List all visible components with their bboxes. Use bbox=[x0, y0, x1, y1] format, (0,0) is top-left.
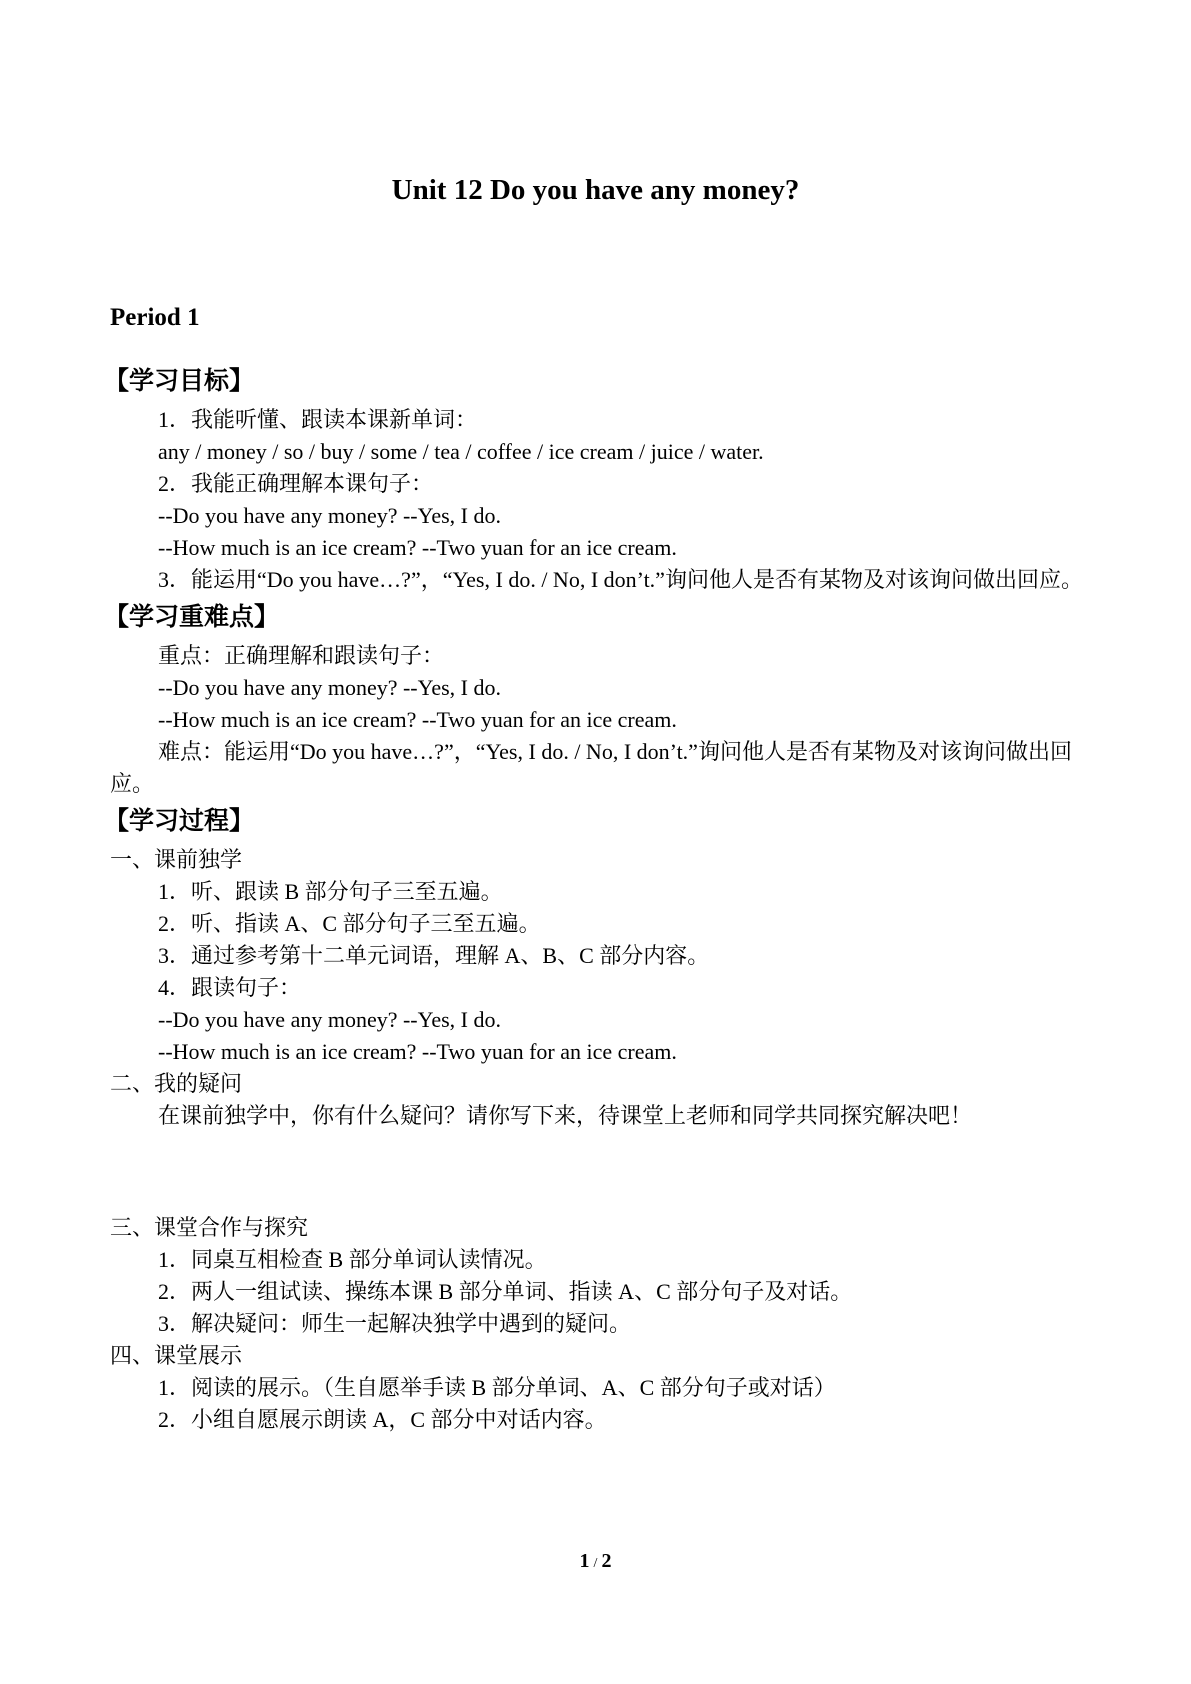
objective-line: 1．我能听懂、跟读本课新单词： bbox=[158, 407, 478, 432]
total-pages-number: 2 bbox=[601, 1550, 612, 1572]
process-line: 3．解决疑问：师生一起解决独学中遇到的疑问。 bbox=[158, 1311, 632, 1336]
page-number-separator: / bbox=[593, 1556, 598, 1571]
current-page-number: 1 bbox=[579, 1550, 590, 1572]
process-line: 2．听、指读 A、C 部分句子三至五遍。 bbox=[158, 911, 541, 936]
process-line: 1．阅读的展示。（生自愿举手读 B 部分单词、A、C 部分句子或对话） bbox=[158, 1375, 836, 1400]
process-line: 2．两人一组试读、操练本课 B 部分单词、指读 A、C 部分句子及对话。 bbox=[158, 1279, 853, 1304]
process-part-title: 三、课堂合作与探究 bbox=[110, 1215, 309, 1240]
process-line: 2．小组自愿展示朗读 A，C 部分中对话内容。 bbox=[158, 1407, 607, 1432]
process-part-title: 二、我的疑问 bbox=[110, 1071, 243, 1096]
objective-line: --How much is an ice cream? --Two yuan for an ice cream. bbox=[158, 535, 677, 560]
process-part-title: 一、课前独学 bbox=[110, 847, 243, 872]
process-line: --Do you have any money? --Yes, I do. bbox=[158, 1007, 501, 1032]
process-line: 1．听、跟读 B 部分句子三至五遍。 bbox=[158, 879, 503, 904]
process-line: 在课前独学中，你有什么疑问？请你写下来，待课堂上老师和同学共同探究解决吧！ bbox=[158, 1103, 973, 1128]
key-points-heading: 【学习重难点】 bbox=[104, 602, 280, 631]
process-heading: 【学习过程】 bbox=[104, 806, 255, 835]
objective-line: --Do you have any money? --Yes, I do. bbox=[158, 503, 501, 528]
process-line: 4．跟读句子： bbox=[158, 975, 302, 1000]
objective-line: any / money / so / buy / some / tea / coffee / ice cream / juice / water. bbox=[158, 439, 764, 464]
objective-line: 3．能运用“Do you have…?”，“Yes, I do. / No, I don’t.”询问他人是否有某物及对该询问做出回应。 bbox=[158, 567, 1083, 592]
key-point-line: 重点：正确理解和跟读句子： bbox=[158, 643, 445, 668]
process-line: --How much is an ice cream? --Two yuan for an ice cream. bbox=[158, 1039, 677, 1064]
document-body bbox=[104, 364, 1091, 1436]
process-line: 3．通过参考第十二单元词语，理解 A、B、C 部分内容。 bbox=[158, 943, 710, 968]
page-number bbox=[0, 1548, 1191, 1577]
key-point-line: --How much is an ice cream? --Two yuan for an ice cream. bbox=[158, 707, 677, 732]
key-point-line: --Do you have any money? --Yes, I do. bbox=[158, 675, 501, 700]
document-title: Unit 12 Do you have any money? bbox=[391, 174, 800, 206]
process-line: 1．同桌互相检查 B 部分单词认读情况。 bbox=[158, 1247, 547, 1272]
period-heading: Period 1 bbox=[110, 304, 200, 331]
process-part-title: 四、课堂展示 bbox=[110, 1343, 243, 1368]
objective-line: 2．我能正确理解本课句子： bbox=[158, 471, 434, 496]
answer-blank-space bbox=[110, 1132, 1091, 1212]
key-point-line: 难点：能运用“Do you have…?”，“Yes, I do. / No, I don’t.”询问他人是否有某物及对该询问做出回应。 bbox=[110, 739, 1072, 796]
objectives-heading: 【学习目标】 bbox=[104, 366, 255, 395]
